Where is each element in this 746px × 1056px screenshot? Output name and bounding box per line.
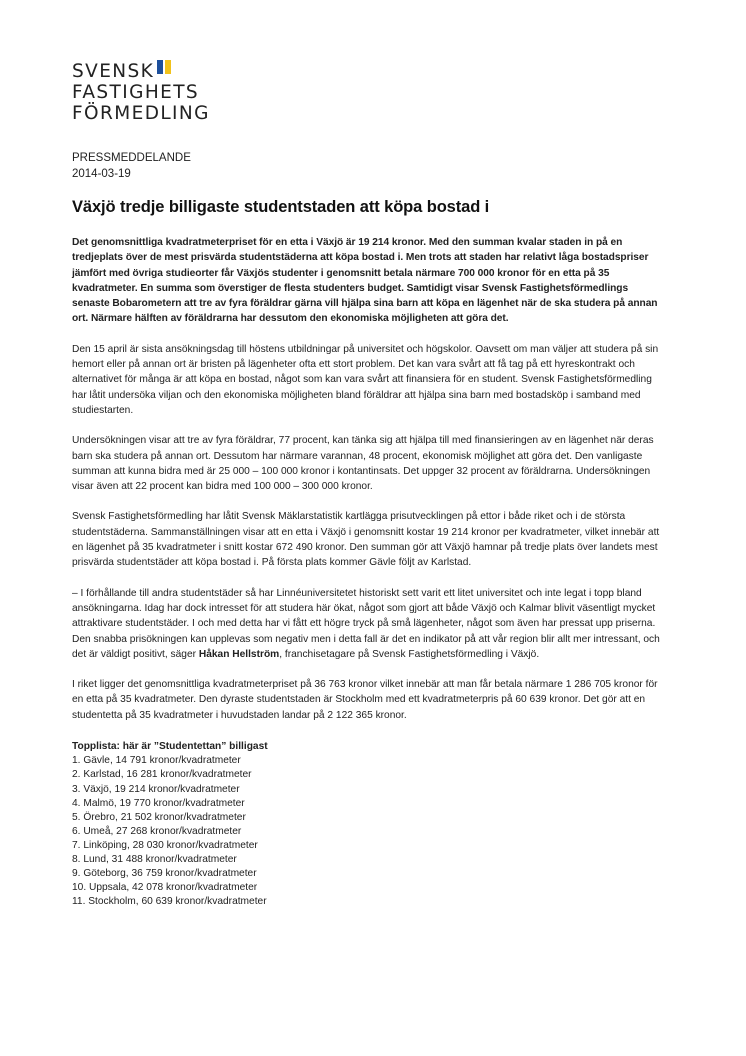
company-logo — [72, 60, 272, 130]
body-paragraph-1: Den 15 april är sista ansökningsdag till höstens utbildningar på universitet och högskolor. Oavsett om man väljer att studera på sin hemort eller på annan ort är bristen på lägenheter ofta ett stort problem. Det kan vara svårt att få tag på ett hyreskontrakt och alternativet för många är att köpa en bostad, något som kan vara svårt att finansiera för en student. Svensk Fastighetsförmedling har låtit undersöka viljan och den ekonomiska möjligheten bland föräldrar att hjälpa sina barn med bostadsköp i samband med studiestarten. — [72, 343, 659, 416]
list-item: 4. Malmö, 19 770 kronor/kvadratmeter — [72, 797, 245, 809]
article-title: Växjö tredje billigaste studentstaden att köpa bostad i — [72, 198, 490, 216]
body-paragraph-3: Svensk Fastighetsförmedling har låtit Svensk Mäklarstatistik kartlägga prisutvecklingen på ettor i både riket och i de största studentstäderna. Sammanställningen visar att en etta i Växjö i genomsnitt kostar 19 214 kronor per kvadratmeter, vilket innebär att en lägenhet på 35 kvadratmeter i snitt kostar 672 490 kronor. Den summan gör att Växjö hamnar på tredje plats över landets mest prisvärda studentstäder att köpa bostad i. På första plats kommer Gävle följt av Karlstad. — [72, 511, 660, 569]
list-item: 7. Linköping, 28 030 kronor/kvadratmeter — [72, 839, 258, 851]
logo-line-2: FASTIGHETS — [72, 82, 200, 103]
quote-speaker: Håkan Hellström — [198, 648, 280, 660]
press-label: PRESSMEDDELANDE — [72, 152, 191, 164]
press-meta — [72, 150, 666, 182]
toplist — [72, 754, 666, 909]
list-item: 6. Umeå, 27 268 kronor/kvadratmeter — [72, 825, 242, 837]
quote-paragraph — [72, 586, 666, 662]
list-item: 11. Stockholm, 60 639 kronor/kvadratmeter — [72, 896, 267, 908]
list-item: 8. Lund, 31 488 kronor/kvadratmeter — [72, 853, 237, 865]
closing-paragraph: I riket ligger det genomsnittliga kvadratmeterpriset på 36 763 kronor vilket innebär att man får betala närmare 1 286 705 kronor för en etta på 35 kvadratmeter. Den dyraste studentstaden är Stockholm med ett kvadratmeterpris på 60 639 kronor. Det gör att en studentetta på 35 kvadratmeter i huvudstaden landar på 2 122 365 kronor. — [72, 679, 658, 721]
list-item: 3. Växjö, 19 214 kronor/kvadratmeter — [72, 783, 240, 795]
body-paragraph-2: Undersökningen visar att tre av fyra föräldrar, 77 procent, kan tänka sig att hjälpa till med finansieringen av en lägenhet när deras barn ska studera på annan ort. Dessutom har närmare varannan, 48 procent, ekonomisk möjlighet att göra det. Den vanligaste summan att kunna bidra med är 25 000 – 100 000 kronor i kontantinsats. Det uppger 32 procent av föräldrarna. Undersökningen visar även att 22 procent kan bidra med 100 000 – 300 000 kronor. — [72, 435, 654, 493]
quote-text: – I förhållande till andra studentstäder så har Linnéuniversitetet historiskt sett varit ett litet universitet och inte legat i topp bland ansökningarna. Idag har dock intresset för att studera här ökat, något som gjort att både Växjö och Kalmar blivit väsentligt mycket attraktivare studentstäder. I och med detta har vi fått ett högre tryck på små lägenheter, något som även har pressat upp priserna. Den snabba prisökningen kan upplevas som negativ men i detta fall är det en indikator på att vår region blir allt mer intressant, och det är väldigt positivt, säger — [72, 587, 660, 660]
quote-text-after: , franchisetagare på Svensk Fastighetsförmedling i Växjö. — [279, 648, 540, 660]
list-item: 1. Gävle, 14 791 kronor/kvadratmeter — [72, 755, 241, 767]
logo-line-3: FÖRMEDLING — [72, 103, 210, 124]
list-item: 9. Göteborg, 36 759 kronor/kvadratmeter — [72, 868, 257, 880]
logo-line-1: SVENSK — [72, 61, 155, 82]
list-item: 10. Uppsala, 42 078 kronor/kvadratmeter — [72, 882, 258, 894]
toplist-title: Topplista: här är ”Studentettan” billigast — [72, 741, 268, 753]
lead-paragraph: Det genomsnittliga kvadratmeterpriset för en etta i Växjö är 19 214 kronor. Med den summan kvalar staden in på en tredjeplats över de mest prisvärda studentstäderna att köpa bostad i. Men trots att staden har relativt låga bostadspriser jämfört med övriga studieorter får Växjös studenter i genomsnitt betala närmare 700 000 kronor för en etta på 35 kvadratmeter. En summa som överstiger de flesta studenters budget. Samtidigt visar Svensk Fastighetsförmedlings senaste Bobarometern att tre av fyra föräldrar gärna vill hjälpa sina barn att köpa en lägenhet när de ska studera på annan ort. Närmare hälften av föräldrarna har dessutom den ekonomiska möjligheten att göra det. — [72, 237, 658, 325]
swedish-flag-icon — [157, 60, 171, 74]
press-date: 2014-03-19 — [72, 168, 131, 180]
list-item: 2. Karlstad, 16 281 kronor/kvadratmeter — [72, 769, 252, 781]
list-item: 5. Örebro, 21 502 kronor/kvadratmeter — [72, 811, 246, 823]
